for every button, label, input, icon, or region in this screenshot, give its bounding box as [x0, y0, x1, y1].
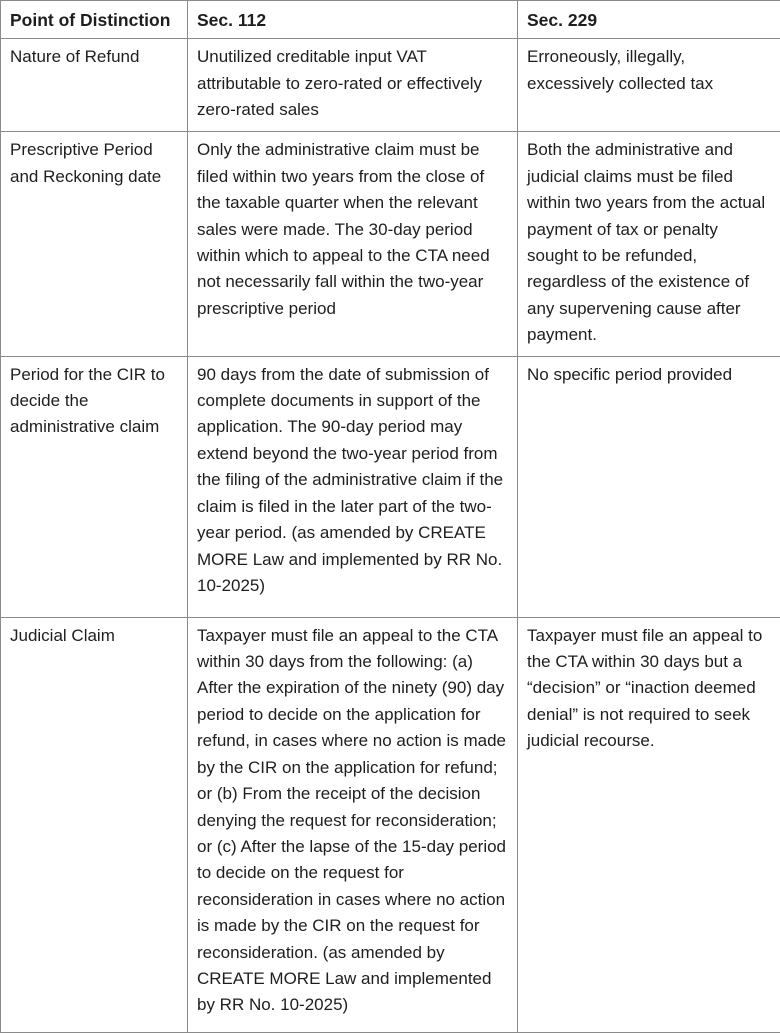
cell-sec-112: Only the administrative claim must be filed within two years from the close of the taxable quarter when the relevant sales were made. The 30-day period within which to appeal to the CTA need not necessarily fall within the two-year prescriptive period [188, 132, 518, 356]
cell-sec-112: 90 days from the date of submission of complete documents in support of the application. The 90-day period may extend beyond the two-year period from the filing of the administrative claim if the claim is filed in the later part of the two-year period. (as amended by CREATE MORE Law and implemented by RR No. 10-2025) [188, 356, 518, 617]
table-row [1, 356, 780, 617]
cell-point: Period for the CIR to decide the administrative claim [1, 356, 188, 617]
column-header-sec-112: Sec. 112 [188, 1, 518, 39]
table-header-row [1, 1, 780, 39]
cell-sec-229: Both the administrative and judicial claims must be filed within two years from the actual payment of tax or penalty sought to be refunded, regardless of the existence of any supervening cause after payment. [518, 132, 780, 356]
table-row [1, 39, 780, 132]
cell-sec-229: No specific period provided [518, 356, 780, 617]
cell-sec-112: Unutilized creditable input VAT attributable to zero-rated or effectively zero-rated sales [188, 39, 518, 132]
cell-sec-229: Erroneously, illegally, excessively collected tax [518, 39, 780, 132]
table-row [1, 132, 780, 356]
table-row [1, 617, 780, 1032]
cell-point: Nature of Refund [1, 39, 188, 132]
cell-sec-112: Taxpayer must file an appeal to the CTA within 30 days from the following: (a) After the expiration of the ninety (90) day period to decide on the application for refund, in cases where no action is made by the CIR on the application for refund; or (b) From the receipt of the decision denying the request for reconsideration; or (c) After the lapse of the 15-day period to decide on the request for reconsideration in cases where no action is made by the CIR on the request for reconsideration. (as amended by CREATE MORE Law and implemented by RR No. 10-2025) [188, 617, 518, 1032]
cell-point: Prescriptive Period and Reckoning date [1, 132, 188, 356]
cell-point: Judicial Claim [1, 617, 188, 1032]
column-header-point: Point of Distinction [1, 1, 188, 39]
column-header-sec-229: Sec. 229 [518, 1, 780, 39]
cell-sec-229: Taxpayer must file an appeal to the CTA within 30 days but a “decision” or “inaction deemed denial” is not required to seek judicial recourse. [518, 617, 780, 1032]
